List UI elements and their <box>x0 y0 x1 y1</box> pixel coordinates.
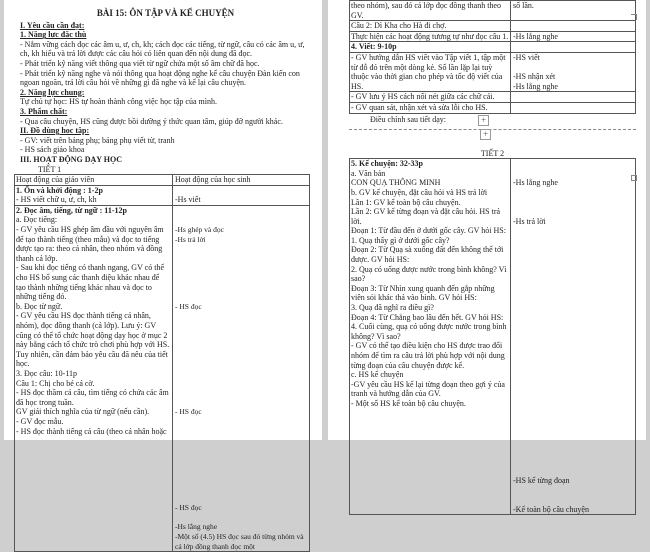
table-header-row <box>15 175 310 186</box>
student-activity-cell <box>511 159 636 515</box>
cell-line <box>175 263 308 273</box>
cell-line <box>175 311 308 321</box>
cell-line <box>513 169 634 179</box>
cell-line: GV giải thích nghĩa của từ ngữ (nếu cần). <box>16 407 150 417</box>
cell-line: b. Đọc từ ngữ. <box>16 301 63 311</box>
student-activity-cell: -Hs lắng nghe <box>511 31 636 42</box>
cell-line <box>175 321 308 331</box>
cell-line: -Kể toàn bộ câu chuyện <box>513 504 589 514</box>
cell-line: - HS đọc thành tiếng cả câu (theo cá nhân hoặc <box>16 426 167 436</box>
cell-line: -Hs trả lời <box>175 234 206 244</box>
cell-line <box>175 273 308 283</box>
cell-line <box>513 399 634 409</box>
document-page-right <box>328 0 646 514</box>
cell-line <box>513 437 634 447</box>
cell-line <box>513 457 634 467</box>
cell-line <box>175 465 308 475</box>
cell-line: -Hs lắng nghe <box>513 178 558 188</box>
cell-line <box>513 265 634 275</box>
cell-line: -HS kể từng đoạn <box>513 475 570 485</box>
teacher-activity-cell: Thực hiện các hoạt động tương tự như đọc câu 1. <box>350 31 511 42</box>
cell-line <box>175 359 308 369</box>
story-table <box>349 158 636 515</box>
add-row-area <box>349 130 636 139</box>
adjust-row <box>349 114 636 126</box>
cell-line: - HS đọc thầm cả câu, tìm tiếng có chứa các âm đã học trong tuần. <box>16 388 169 407</box>
teacher-activity-cell <box>350 159 511 515</box>
document-page-left <box>4 0 322 551</box>
cell-line: Lần 1: GV kể toàn bộ câu chuyện. <box>351 197 461 207</box>
cell-line: c. HS kể chuyện <box>351 370 404 380</box>
period-label: TIẾT 1 <box>38 164 62 174</box>
cell-line <box>175 417 308 427</box>
cell-line: - GV đọc mẫu. <box>16 416 64 426</box>
cell-line <box>513 226 634 236</box>
equipment-line: - GV: viết trên bảng phụ; bảng phụ viết từ, tranh <box>20 135 175 145</box>
cell-line <box>513 389 634 399</box>
student-activity-cell <box>173 185 310 205</box>
cell-line: -Một số (4.5) HS đọc sau đó từng nhóm và cả lớp đồng thanh đọc một <box>175 532 304 551</box>
cell-line <box>175 340 308 350</box>
cell-line <box>513 188 634 198</box>
cell-line <box>513 341 634 351</box>
table-row <box>15 185 310 205</box>
table-row <box>350 1 636 21</box>
cell-line: - HS viết chữ u, ư, ch, kh <box>16 195 97 205</box>
cell-line <box>175 427 308 437</box>
cell-line: - HS đọc <box>175 301 202 311</box>
teacher-activity-cell: Câu 2: Dì Kha cho Hà đi chợ. <box>350 21 511 32</box>
teacher-activity-cell: 4. Viết: 9-10p <box>350 42 511 53</box>
cell-line <box>513 409 634 419</box>
cell-line: 2. Đọc âm, tiếng, từ ngữ : 11-12p <box>16 205 127 215</box>
cell-line <box>513 418 634 428</box>
cell-line: - Một số HS kể toàn bộ câu chuyện. <box>351 398 466 408</box>
quality-line: - Qua câu chuyện, HS cũng được bồi dưỡng ý thức quan tâm, giúp đỡ người khác. <box>20 116 283 126</box>
cell-line: b. GV kể chuyện, đặt câu hỏi và HS trả lời <box>351 187 488 197</box>
cell-line: a. Đọc tiếng: <box>16 215 58 225</box>
cell-line <box>513 428 634 438</box>
teacher-activity-cell <box>15 185 173 205</box>
quality-header: 3. Phẩm chất: <box>20 106 68 116</box>
cell-line <box>513 361 634 371</box>
cell-line: Câu 1: Chị cho bé cá cờ. <box>16 378 95 388</box>
cell-line <box>513 351 634 361</box>
cell-line <box>175 206 308 216</box>
period-label-2: TIẾT 2 <box>480 148 505 158</box>
cell-line <box>175 244 308 254</box>
add-row-icon[interactable]: + <box>480 129 491 140</box>
cell-line <box>175 186 308 196</box>
cell-line <box>175 215 308 225</box>
cell-line <box>513 370 634 380</box>
cell-line: -Hs trả lời <box>513 216 546 226</box>
cell-line <box>513 293 634 303</box>
cell-line: 1. Ổn và khởi động : 1-2p <box>16 185 103 195</box>
teacher-activity-cell: theo nhóm), sau đó cả lớp đọc đồng thanh theo GV. <box>350 1 511 21</box>
cell-line: - HS đọc <box>175 503 202 513</box>
cell-line: 3. Đọc câu: 10-11p <box>16 368 78 378</box>
table-row <box>350 42 636 53</box>
cell-line: - Sau khi đọc tiếng có thanh ngang, GV có thể cho HS bổ sung các thanh điệu khác nhau để tạo thành những tiếng khác nhau và đọc to những tiếng đó. <box>16 263 165 302</box>
activity-table <box>14 174 310 552</box>
table-row <box>350 31 636 42</box>
cell-line: -GV yêu cầu HS kể lại từng đoạn theo gợi ý của tranh và hướng dẫn của GV. <box>351 379 505 399</box>
cell-line <box>175 494 308 504</box>
cell-line: 3. Quạ đã nghĩ ra điều gì? <box>351 303 434 313</box>
cell-line: 1. Quạ thấy gì ở dưới gốc cây? <box>351 235 450 245</box>
teacher-activity-cell <box>15 205 173 551</box>
cell-line: CON QUẠ THÔNG MINH <box>351 178 441 188</box>
cell-line <box>175 398 308 408</box>
cell-line <box>513 245 634 255</box>
activity-table-continued <box>349 0 636 114</box>
teacher-activity-cell: - GV quan sát, nhận xét và sửa lỗi cho HS. <box>350 102 511 113</box>
teacher-activity-cell: - GV lưu ý HS cách nối nét giữa các chữ cái. <box>350 92 511 103</box>
cell-line: -Hs ghép và đọc <box>175 225 224 235</box>
cell-line: - GV yêu cầu HS đọc thành tiếng cá nhân, nhóm), đọc đồng thanh (cả lớp). Lưu ý: GV cũng có thể tổ chức hoạt động dạy học ở mục 2 này bằng cách tổ chức trò chơi phù hợp với HS. Tuy nhiên, cần đảm bảo yêu cầu đã nêu của tiết học. <box>16 311 170 369</box>
cell-line: Lần 2: GV kể từng đoạn và đặt câu hỏi. HS trả lời. <box>351 207 501 226</box>
cell-line <box>513 207 634 217</box>
cell-line <box>513 159 634 169</box>
cell-line <box>175 292 308 302</box>
teacher-activity-cell: - GV hướng dẫn HS viết vào Tập viết 1, tập một từ đỗ đỏ trên một dòng kẻ. Số lần lặp lại tuỳ thuộc vào thời gian cho phép và tốc độ viết của HS. <box>350 52 511 91</box>
cell-line: Đoạn 3: Từ Nhìn xung quanh đến gắp những viên sỏi khác thả vào bình. GV hỏi HS: <box>351 283 495 303</box>
cell-line <box>175 379 308 389</box>
cell-line <box>175 446 308 456</box>
cell-line <box>513 236 634 246</box>
cell-line <box>513 303 634 313</box>
cell-line <box>175 484 308 494</box>
equipment-line: - HS sách giáo khoa <box>20 145 85 155</box>
activity-header: III. HOẠT ĐỘNG DẠY HỌC <box>20 154 123 164</box>
student-activity-cell <box>511 21 636 32</box>
cell-line <box>175 513 308 523</box>
cell-line <box>513 485 634 495</box>
table-row <box>350 102 636 113</box>
adjust-label: Điều chỉnh sau tiết dạy: <box>370 114 446 124</box>
cell-line <box>513 255 634 265</box>
table-header-student: Hoạt động của học sinh <box>173 175 310 186</box>
cell-line <box>175 475 308 485</box>
cell-line <box>175 254 308 264</box>
objectives-header: I. Yêu cầu cần đạt: <box>20 20 85 30</box>
general-line: Tự chủ tự học: HS tự hoàn thành công việc học tập của mình. <box>20 97 217 107</box>
cell-line <box>175 369 308 379</box>
student-activity-cell <box>511 102 636 113</box>
table-row <box>350 52 636 91</box>
table-row <box>350 159 636 515</box>
cell-line: 4. Cuối cùng, quạ có uống được nước trong bình không? Vì sao? <box>351 322 507 341</box>
equipment-header: II. Đồ dùng học tập: <box>20 126 90 136</box>
cell-line: -Hs lắng nghe <box>175 522 218 532</box>
cell-line <box>175 350 308 360</box>
cell-line: Đoạn 2: Từ Quạ sà xuống đất đến không thể tới được. GV hỏi HS: <box>351 245 504 265</box>
student-activity-cell <box>511 92 636 103</box>
cell-line: 2. Quạ có uống được nước trong bình không? Vì sao? <box>351 264 507 284</box>
cell-line <box>513 447 634 457</box>
cell-line <box>175 331 308 341</box>
table-row <box>15 205 310 551</box>
table-row <box>350 21 636 32</box>
cell-line <box>513 198 634 208</box>
cell-line <box>513 495 634 505</box>
lesson-title: BÀI 15: ÔN TẬP VÀ KỂ CHUYỆN <box>96 8 235 18</box>
page-corner-mark <box>631 175 637 181</box>
page-corner-mark <box>631 14 637 20</box>
general-header: 2. Năng lực chung: <box>20 87 85 97</box>
table-row <box>350 92 636 103</box>
cell-line <box>513 274 634 284</box>
cell-line: a. Văn bản <box>351 168 386 178</box>
cell-line <box>175 388 308 398</box>
skill-line: - Phát triển kỹ năng nghe và nói thông qua hoạt động nghe kể câu chuyện Đàn kiến con ngoan ngoãn, trả lời câu hỏi về những gì đã nghe và kể lại câu chuyện. <box>20 68 300 88</box>
cell-line: - HS đọc <box>175 407 202 417</box>
cell-line <box>513 332 634 342</box>
student-activity-cell: -HS viết -HS nhận xét -Hs lắng nghe <box>511 52 636 91</box>
cell-line <box>513 466 634 476</box>
add-row-icon[interactable]: + <box>478 115 489 126</box>
cell-line: Đoạn 4: Từ Chẳng bao lâu đến hết. GV hỏi HS: <box>351 312 504 322</box>
cell-line: -Hs viết <box>175 195 201 205</box>
cell-line <box>513 322 634 332</box>
cell-line: Đoạn 1: Từ đầu đến ở dưới gốc cây. GV hỏi HS: <box>351 226 506 236</box>
student-activity-cell: số lần. <box>511 1 636 21</box>
skill-line: - Phát triển kỹ năng viết thông qua viết từ ngữ chứa một số âm chữ đã học. <box>20 58 260 68</box>
cell-line: - GV có thể tạo điều kiện cho HS được trao đổi nhóm để tìm ra câu trả lời phù hợp với nội dung từng đoạn của câu chuyện được kể. <box>351 341 505 370</box>
cell-line <box>175 436 308 446</box>
student-activity-cell <box>173 205 310 551</box>
table-header-teacher: Hoạt động của giáo viên <box>15 175 173 186</box>
cell-line <box>513 284 634 294</box>
cell-line <box>513 380 634 390</box>
skill-header: 1. Năng lực đặc thù <box>20 30 87 40</box>
cell-line <box>513 313 634 323</box>
student-activity-cell <box>511 42 636 53</box>
cell-line: - GV yêu cầu HS ghép âm đầu với nguyên âm để tạo thành tiếng (theo mẫu) và đọc to tiếng được tạo ra: theo cá nhân, theo nhóm và đồng thanh cả lớp. <box>16 225 164 263</box>
cell-line: 5. Kể chuyện: 32-33p <box>351 159 423 169</box>
cell-line <box>175 283 308 293</box>
skill-line: - Nắm vững cách đọc các âm u, ư, ch, kh; cách đọc các tiếng, từ ngữ, câu có các âm u, ư, ch, kh hiểu và trả lời được các câu hỏi có liên quan đến nội dung đã đọc. <box>20 39 305 59</box>
cell-line <box>175 455 308 465</box>
